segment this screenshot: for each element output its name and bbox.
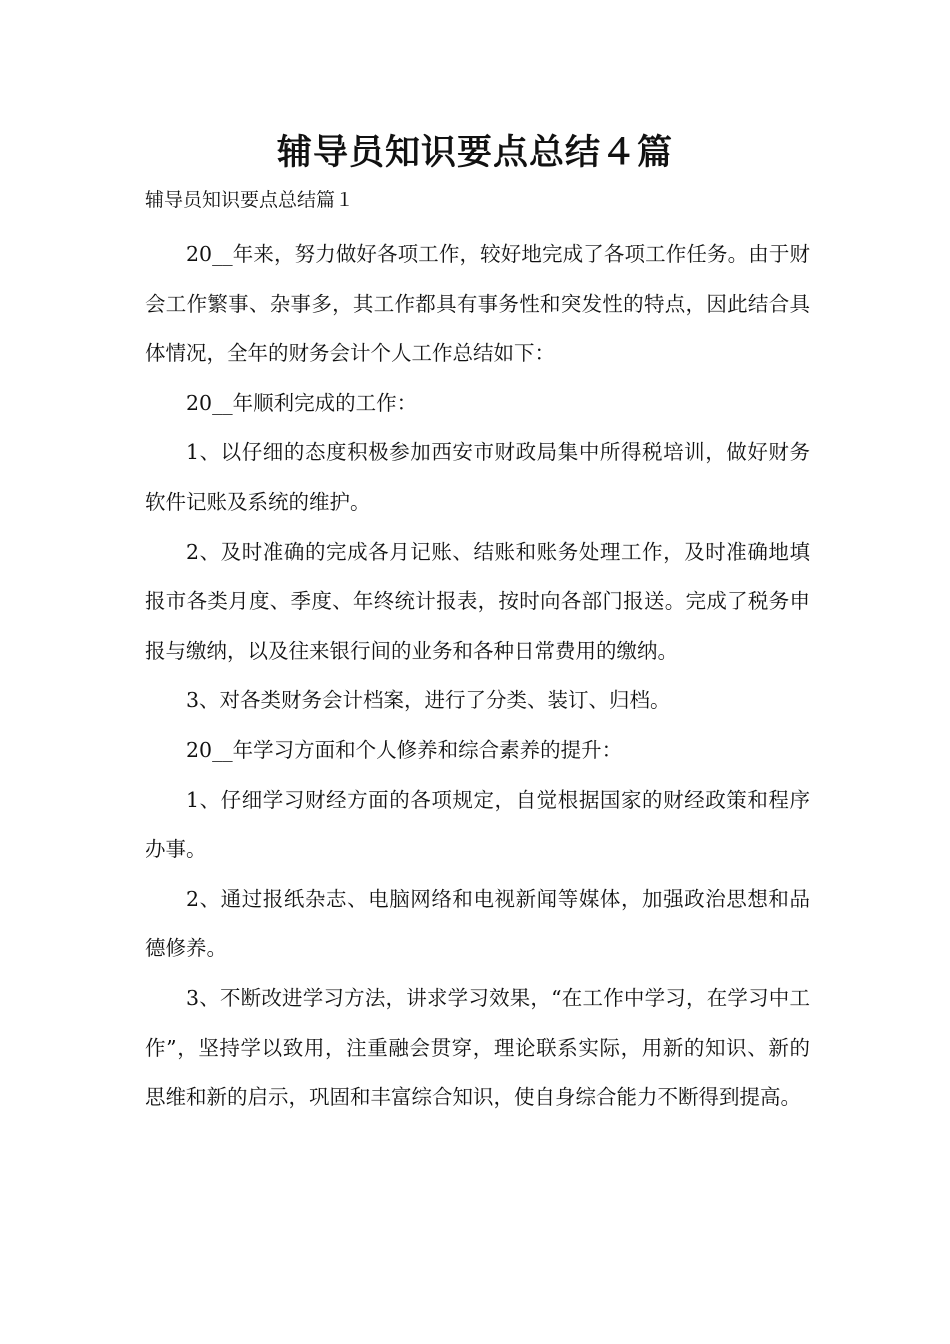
paragraph: 1、仔细学习财经方面的各项规定，自觉根据国家的财经政策和程序办事。: [145, 787, 810, 862]
paragraph: 2、通过报纸杂志、电脑网络和电视新闻等媒体，加强政治思想和品德修养。: [145, 886, 810, 961]
document-body: [145, 230, 810, 1123]
section-heading: 辅导员知识要点总结篇１: [145, 189, 355, 211]
paragraph: 20__年来，努力做好各项工作，较好地完成了各项工作任务。由于财会工作繁事、杂事多，其工作都具有事务性和突发性的特点，因此结合具体情况，全年的财务会计个人工作总结如下：: [145, 242, 810, 366]
paragraph: 3、不断改进学习方法，讲求学习效果，“在工作中学习，在学习中工作”，坚持学以致用，注重融会贯穿，理论联系实际，用新的知识、新的思维和新的启示，巩固和丰富综合知识，使自身综合能力不断得到提高。: [145, 985, 810, 1110]
document-title: 辅导员知识要点总结４篇: [276, 133, 673, 173]
paragraph: 1、以仔细的态度积极参加西安市财政局集中所得税培训，做好财务软件记账及系统的维护。: [145, 440, 810, 514]
paragraph: 20__年顺利完成的工作：: [186, 390, 418, 415]
paragraph: 2、及时准确的完成各月记账、结账和账务处理工作，及时准确地填报市各类月度、季度、年终统计报表，按时向各部门报送。完成了税务申报与缴纳，以及往来银行间的业务和各种日常费用的缴纳。: [145, 539, 810, 663]
paragraph: 20__年学习方面和个人修养和综合素养的提升：: [186, 737, 623, 762]
paragraph: 3、对各类财务会计档案，进行了分类、装订、归档。: [186, 688, 671, 713]
